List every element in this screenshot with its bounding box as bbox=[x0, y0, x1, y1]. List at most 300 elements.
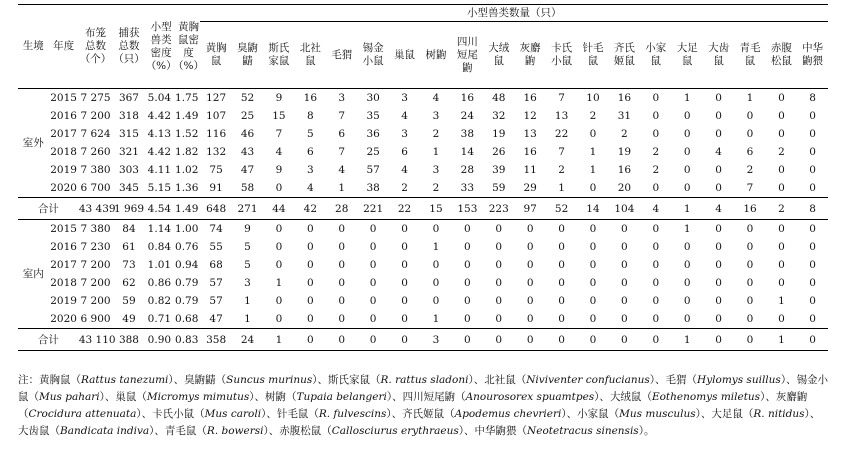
table-cell: 0 bbox=[778, 164, 785, 176]
header-species: 四川 短尾 鼩 bbox=[456, 35, 478, 74]
note-latin-name: Mus pahari bbox=[39, 391, 100, 403]
table-cell: 1 bbox=[432, 146, 440, 158]
table-cell: 9 bbox=[275, 92, 283, 104]
table-cell: 4 bbox=[306, 182, 314, 194]
table-cell: 0 bbox=[715, 128, 722, 140]
note-latin-name: R. nitidus bbox=[753, 408, 805, 420]
table-cell: 0 bbox=[306, 223, 314, 235]
table-row bbox=[18, 125, 828, 143]
table-row bbox=[18, 179, 828, 198]
table-cell: 0 bbox=[621, 313, 628, 325]
table-cell: 0 bbox=[652, 313, 660, 325]
table-cell: 0.94 bbox=[175, 259, 199, 271]
table-cell: 97 bbox=[523, 202, 537, 215]
table-cell: 7 200 bbox=[80, 295, 111, 307]
table-cell: 0 bbox=[652, 241, 660, 253]
note-species-name: 臭鼩鼱 bbox=[184, 374, 216, 386]
table-cell: 0 bbox=[306, 277, 314, 289]
table-cell: 4 bbox=[401, 110, 408, 122]
table-cell: 5 bbox=[244, 259, 251, 271]
table-cell: 42 bbox=[303, 202, 318, 215]
table-row bbox=[18, 310, 828, 329]
note-latin-name: Bandicata indiva bbox=[60, 425, 150, 437]
table-cell: 6 bbox=[306, 146, 314, 158]
table-cell: 0.68 bbox=[175, 313, 199, 325]
table-cell: 2 bbox=[432, 182, 440, 194]
table-row bbox=[18, 143, 828, 161]
table-cell: 0 bbox=[715, 313, 722, 325]
table-cell: 43 bbox=[240, 146, 255, 158]
table-cell: 59 bbox=[492, 182, 506, 194]
table-cell: 0 bbox=[275, 223, 283, 235]
header-species: 针毛 鼠 bbox=[582, 42, 604, 67]
table-cell: 75 bbox=[209, 164, 223, 176]
table-cell: 0 bbox=[746, 277, 754, 289]
table-cell: 0 bbox=[809, 146, 816, 158]
table-cell: 6 bbox=[746, 146, 754, 158]
table-cell: 0 bbox=[432, 259, 440, 271]
table-cell: 132 bbox=[206, 146, 227, 158]
total-row bbox=[18, 329, 828, 351]
table-cell: 0.71 bbox=[147, 313, 172, 325]
small-mammal-table bbox=[18, 4, 828, 351]
table-cell: 6 bbox=[338, 128, 346, 140]
table-cell: 0 bbox=[589, 241, 597, 253]
note-latin-name: Eothenomys miletus bbox=[651, 391, 761, 403]
table-cell: 0 bbox=[558, 313, 565, 325]
table-cell: 1.01 bbox=[147, 259, 172, 271]
header-species: 树鼩 bbox=[425, 48, 447, 61]
table-cell: 2017 bbox=[50, 128, 77, 140]
table-cell: 0 bbox=[589, 259, 597, 271]
table-cell: 16 bbox=[617, 164, 632, 176]
table-cell: 5.04 bbox=[147, 92, 172, 104]
table-cell: 0 bbox=[306, 313, 314, 325]
table-cell: 26 bbox=[492, 146, 506, 158]
table-cell: 0 bbox=[746, 223, 754, 235]
table-cell: 16 bbox=[523, 92, 537, 104]
table-cell: 3 bbox=[244, 277, 251, 289]
table-cell: 0 bbox=[621, 223, 628, 235]
table-cell: 0 bbox=[464, 313, 471, 325]
table-cell: 1 bbox=[589, 146, 597, 158]
table-cell: 0 bbox=[526, 277, 534, 289]
table-cell: 0 bbox=[369, 313, 377, 325]
table-cell: 7 260 bbox=[80, 146, 111, 158]
note-species-name: 巢鼠 bbox=[115, 391, 137, 403]
table-cell: 1.52 bbox=[175, 128, 199, 140]
table-cell: 0 bbox=[652, 277, 660, 289]
header-species: 黄胸 鼠 bbox=[205, 42, 227, 67]
note-latin-name: R. fulvescins bbox=[318, 408, 387, 420]
table-cell: 116 bbox=[206, 128, 227, 140]
note-species-name: 黄胸鼠 bbox=[39, 374, 71, 386]
table-cell: 20 bbox=[617, 182, 632, 194]
table-cell: 0 bbox=[778, 241, 785, 253]
table-cell: 345 bbox=[118, 182, 139, 194]
table-cell: 0 bbox=[778, 223, 785, 235]
table-cell: 0 bbox=[275, 295, 283, 307]
note-latin-name: Mus caroli bbox=[204, 408, 262, 420]
table-row bbox=[18, 238, 828, 256]
table-cell: 4 bbox=[715, 202, 722, 215]
table-cell: 1 bbox=[244, 313, 251, 325]
table-cell: 25 bbox=[366, 146, 380, 158]
table-cell: 0.76 bbox=[175, 241, 199, 253]
note-species-name: 斯氏家鼠 bbox=[328, 374, 371, 386]
table-cell: 223 bbox=[488, 202, 509, 215]
table-cell: 4.11 bbox=[147, 164, 172, 176]
table-cell: 0 bbox=[401, 223, 408, 235]
note-species-name: 中华鼩猥 bbox=[474, 425, 517, 437]
table-cell: 1 bbox=[746, 92, 754, 104]
table-cell: 4 bbox=[652, 202, 660, 215]
note-species-name: 卡氏小鼠 bbox=[152, 408, 195, 420]
table-cell: 107 bbox=[206, 110, 227, 122]
table-cell: 1 bbox=[778, 333, 785, 346]
table-cell: 22 bbox=[554, 128, 569, 140]
table-cell: 12 bbox=[523, 110, 537, 122]
header-species: 灰麝 鼩 bbox=[519, 42, 541, 67]
table-cell: 0 bbox=[715, 259, 722, 271]
table-row bbox=[18, 220, 828, 239]
table-cell: 0 bbox=[715, 92, 722, 104]
table-cell: 84 bbox=[122, 223, 136, 235]
table-cell: 39 bbox=[492, 164, 506, 176]
table-cell: 47 bbox=[209, 313, 223, 325]
table-cell: 0 bbox=[652, 259, 660, 271]
note-latin-name: Mus musculus bbox=[619, 408, 696, 420]
table-cell: 2 bbox=[652, 146, 660, 158]
table-cell: 2 bbox=[778, 202, 785, 215]
note-species-name: 大齿鼠 bbox=[18, 425, 50, 437]
table-cell: 0 bbox=[621, 277, 628, 289]
table-cell: 57 bbox=[209, 277, 223, 289]
table-cell: 0 bbox=[558, 333, 565, 346]
table-cell: 0 bbox=[338, 241, 346, 253]
table-cell: 0 bbox=[526, 295, 534, 307]
table-cell: 8 bbox=[306, 110, 314, 122]
table-cell: 91 bbox=[209, 182, 223, 194]
note-latin-name: Hylomys suillus bbox=[697, 374, 781, 386]
table-cell: 0 bbox=[778, 92, 785, 104]
table-cell: 33 bbox=[460, 182, 475, 194]
table-cell: 127 bbox=[206, 92, 227, 104]
table-cell: 19 bbox=[492, 128, 506, 140]
table-cell: 1 bbox=[683, 92, 691, 104]
table-footnote: 注：黄胸鼠（Rattus tanezumi）、臭鼩鼱（Suncus murinus）、斯氏家鼠（R. rattus sladoni）、北社鼠（Niviventer confucianus）、毛猬（Hylomys suillus）、锡金小鼠（Mus pahari）、巢鼠（Micromys mimutus）、树鼩（Tupaia belangeri）、四川短尾鼩（Anourosorex spuamtpes）、大绒鼠（Eothenomys miletus）、灰麝鼩（Crocidura attenuata）、卡氏小鼠（Mus caroli）、针毛鼠（R. fulvescins）、齐氏姬鼠（Apodemus chevrieri）、小家鼠（Mus musculus）、大足鼠（R. nitidus）、大齿鼠（Bandicata indiva）、青毛鼠（R. bowersi）、赤腹松鼠（Callosciurus erythraeus）、中华鼩猥（Neotetracus sinensis）。 bbox=[18, 374, 829, 437]
table-cell: 0 bbox=[652, 182, 660, 194]
header-species: 赤腹 松鼠 bbox=[770, 42, 792, 67]
table-cell: 0 bbox=[683, 146, 691, 158]
header-species: 小家 鼠 bbox=[645, 42, 667, 67]
table-cell: 0 bbox=[275, 241, 283, 253]
table-cell: 9 bbox=[244, 223, 251, 235]
table-cell: 0 bbox=[558, 241, 565, 253]
table-cell: 271 bbox=[237, 202, 258, 215]
note-species-name: 灰麝鼩 bbox=[775, 391, 808, 403]
table-cell: 0 bbox=[338, 313, 346, 325]
table-cell: 0.86 bbox=[147, 277, 172, 289]
table-cell: 0 bbox=[369, 241, 377, 253]
table-cell: 1.49 bbox=[175, 202, 199, 215]
table-cell: 59 bbox=[122, 295, 136, 307]
table-cell: 0 bbox=[401, 313, 408, 325]
table-row bbox=[18, 107, 828, 125]
table-cell: 0 bbox=[369, 259, 377, 271]
table-cell: 0 bbox=[746, 333, 754, 346]
table-cell: 0 bbox=[526, 313, 534, 325]
table-cell: 58 bbox=[240, 182, 255, 194]
table-cell: 0 bbox=[495, 277, 503, 289]
table-cell: 0 bbox=[652, 295, 660, 307]
header-species: 齐氏 姬鼠 bbox=[613, 42, 635, 67]
table-cell: 7 230 bbox=[80, 241, 111, 253]
table-cell: 0 bbox=[652, 92, 660, 104]
table-cell: 38 bbox=[460, 128, 475, 140]
table-cell: 0 bbox=[621, 333, 628, 346]
table-cell: 15 bbox=[272, 110, 286, 122]
table-cell: 0 bbox=[683, 313, 691, 325]
table-cell: 16 bbox=[743, 202, 757, 215]
table-cell: 0 bbox=[464, 277, 471, 289]
note-latin-name: Suncus murinus bbox=[226, 374, 313, 386]
table-cell: 0 bbox=[683, 277, 691, 289]
table-cell: 0.79 bbox=[175, 277, 199, 289]
table-cell: 44 bbox=[272, 202, 286, 215]
table-cell: 3 bbox=[401, 92, 408, 104]
table-cell: 0 bbox=[464, 295, 471, 307]
table-cell: 31 bbox=[617, 110, 632, 122]
table-cell: 0 bbox=[589, 223, 597, 235]
table-cell: 7 275 bbox=[80, 92, 111, 104]
table-cell: 0 bbox=[432, 277, 440, 289]
table-cell: 38 bbox=[366, 182, 380, 194]
note-species-name: 大绒鼠 bbox=[609, 391, 642, 403]
table-cell: 358 bbox=[206, 333, 227, 346]
table-cell: 0 bbox=[495, 223, 503, 235]
table-cell: 648 bbox=[206, 202, 227, 215]
note-species-name: 针毛鼠 bbox=[276, 408, 309, 420]
table-cell: 0 bbox=[683, 295, 691, 307]
table-cell: 24 bbox=[460, 110, 475, 122]
table-cell: 0 bbox=[746, 241, 754, 253]
table-cell: 0 bbox=[275, 259, 283, 271]
table-cell: 3 bbox=[338, 92, 346, 104]
table-cell: 0 bbox=[746, 110, 754, 122]
table-cell: 7 380 bbox=[80, 164, 111, 176]
note-species-name: 锡金小鼠 bbox=[18, 374, 829, 403]
table-cell: 7 bbox=[558, 146, 565, 158]
table-cell: 1 bbox=[558, 182, 565, 194]
table-cell: 0 bbox=[715, 333, 722, 346]
table-cell: 22 bbox=[397, 202, 412, 215]
table-cell: 2 bbox=[778, 146, 785, 158]
note-species-name: 四川短尾鼩 bbox=[402, 391, 456, 403]
table-cell: 0 bbox=[809, 277, 816, 289]
table-cell: 1 bbox=[244, 295, 251, 307]
table-cell: 2 bbox=[589, 110, 597, 122]
note-latin-name: Neotetracus sinensis bbox=[527, 425, 639, 437]
table-cell: 0 bbox=[715, 110, 722, 122]
header-species: 大绒 鼠 bbox=[488, 42, 510, 67]
table-cell: 52 bbox=[240, 92, 255, 104]
table-cell: 1 bbox=[432, 241, 440, 253]
table-cell: 0 bbox=[369, 295, 377, 307]
table-cell: 0 bbox=[683, 164, 691, 176]
table-cell: 0 bbox=[338, 259, 346, 271]
table-cell: 318 bbox=[118, 110, 139, 122]
table-cell: 1 bbox=[275, 333, 283, 346]
table-cell: 0 bbox=[495, 295, 503, 307]
table-cell: 3 bbox=[401, 128, 408, 140]
table-cell: 0 bbox=[746, 313, 754, 325]
table-cell: 19 bbox=[617, 146, 632, 158]
table-cell: 0 bbox=[621, 295, 628, 307]
header-habitat: 生境 bbox=[22, 40, 44, 52]
note-species-name: 齐氏姬鼠 bbox=[402, 408, 445, 420]
table-cell: 7 380 bbox=[80, 223, 111, 235]
header-species: 中华 鼩猥 bbox=[802, 42, 824, 67]
table-cell: 0 bbox=[652, 333, 660, 346]
table-cell: 0 bbox=[306, 295, 314, 307]
header-species: 毛猬 bbox=[331, 48, 353, 61]
table-cell: 57 bbox=[366, 164, 380, 176]
table-cell: 0 bbox=[369, 333, 377, 346]
table-cell: 57 bbox=[209, 295, 223, 307]
header-species: 卡氏 小鼠 bbox=[551, 42, 573, 67]
header-captures: 捕获 总数 （只） bbox=[113, 27, 145, 65]
table-cell: 4.13 bbox=[147, 128, 172, 140]
note-species-name: 小家鼠 bbox=[577, 408, 609, 420]
table-cell: 0 bbox=[589, 277, 597, 289]
table-cell: 0 bbox=[809, 164, 816, 176]
table-cell: 0 bbox=[558, 259, 565, 271]
table-cell: 0 bbox=[652, 223, 660, 235]
table-cell: 0 bbox=[652, 110, 660, 122]
header-species: 臭鼩 鼱 bbox=[237, 42, 259, 67]
table-cell: 0 bbox=[778, 313, 785, 325]
table-cell: 7 bbox=[275, 128, 283, 140]
table-cell: 16 bbox=[460, 92, 475, 104]
table-cell: 7 bbox=[338, 146, 346, 158]
table-row bbox=[18, 161, 828, 179]
table-cell: 1 bbox=[778, 295, 785, 307]
table-cell: 0 bbox=[778, 110, 785, 122]
table-cell: 2015 bbox=[50, 223, 77, 235]
table-cell: 0 bbox=[621, 259, 628, 271]
table-cell: 0 bbox=[432, 223, 440, 235]
habitat-cell: 室外 bbox=[22, 137, 44, 149]
header-year: 年度 bbox=[53, 40, 75, 52]
note-species-name: 大足鼠 bbox=[711, 408, 743, 420]
table-row bbox=[18, 292, 828, 310]
header-species: 锡金 小鼠 bbox=[362, 42, 384, 67]
table-cell: 1 bbox=[338, 182, 346, 194]
table-cell: 0 bbox=[464, 333, 471, 346]
table-cell: 2017 bbox=[50, 259, 77, 271]
table-cell: 303 bbox=[118, 164, 139, 176]
table-cell: 7 bbox=[558, 92, 565, 104]
table-cell: 0 bbox=[558, 277, 565, 289]
table-cell: 0 bbox=[401, 333, 408, 346]
table-cell: 7 bbox=[746, 182, 754, 194]
table-cell: 25 bbox=[240, 110, 255, 122]
header-species: 斯氏 家鼠 bbox=[268, 42, 290, 67]
table-cell: 0 bbox=[746, 295, 754, 307]
table-cell: 0 bbox=[401, 277, 408, 289]
table-cell: 4 bbox=[275, 146, 283, 158]
table-cell: 0 bbox=[809, 223, 816, 235]
note-species-name: 北社鼠 bbox=[484, 374, 516, 386]
table-cell: 1 bbox=[683, 202, 691, 215]
header-species: 青毛 鼠 bbox=[739, 42, 761, 67]
table-cell: 52 bbox=[554, 202, 569, 215]
table-cell: 0 bbox=[715, 223, 722, 235]
note-latin-name: Anourosorex spuamtpes bbox=[465, 391, 595, 403]
table-cell: 6 900 bbox=[80, 313, 111, 325]
table-cell: 2020 bbox=[50, 182, 77, 194]
table-cell: 74 bbox=[209, 223, 223, 235]
table-cell: 0 bbox=[464, 241, 471, 253]
table-cell: 30 bbox=[366, 92, 380, 104]
table-cell: 7 200 bbox=[80, 110, 111, 122]
table-cell: 35 bbox=[366, 110, 380, 122]
header-species: 大齿 鼠 bbox=[708, 42, 730, 67]
table-cell: 1 bbox=[275, 277, 283, 289]
table-cell: 0 bbox=[715, 241, 722, 253]
table-cell: 7 200 bbox=[80, 277, 111, 289]
table-cell: 315 bbox=[118, 128, 139, 140]
table-cell: 55 bbox=[209, 241, 223, 253]
table-cell: 1.49 bbox=[175, 110, 199, 122]
table-cell: 0 bbox=[809, 313, 816, 325]
table-cell: 0 bbox=[338, 223, 346, 235]
table-cell: 3 bbox=[306, 164, 314, 176]
table-cell: 2019 bbox=[50, 295, 77, 307]
note-latin-name: Micromys mimutus bbox=[146, 391, 250, 403]
table-cell: 0.82 bbox=[147, 295, 172, 307]
table-cell: 0.84 bbox=[147, 241, 172, 253]
note-species-name: 毛猬 bbox=[665, 374, 687, 386]
table-cell: 0 bbox=[683, 259, 691, 271]
table-cell: 0 bbox=[495, 313, 503, 325]
table-cell: 0 bbox=[526, 333, 534, 346]
table-cell: 0 bbox=[778, 277, 785, 289]
table-cell: 2 bbox=[558, 164, 565, 176]
table-cell: 2019 bbox=[50, 164, 77, 176]
table-cell: 0 bbox=[589, 182, 597, 194]
table-cell: 0 bbox=[495, 259, 503, 271]
table-cell: 15 bbox=[429, 202, 443, 215]
table-cell: 5 bbox=[244, 241, 251, 253]
table-cell: 2 bbox=[746, 164, 754, 176]
table-cell: 0 bbox=[746, 259, 754, 271]
table-cell: 0 bbox=[809, 241, 816, 253]
table-cell: 321 bbox=[118, 146, 139, 158]
table-cell: 11 bbox=[523, 164, 537, 176]
header-species: 北社 鼠 bbox=[299, 42, 321, 67]
table-cell: 0 bbox=[778, 259, 785, 271]
table-cell: 1 bbox=[683, 333, 691, 346]
table-cell: 0 bbox=[715, 182, 722, 194]
table-cell: 1 bbox=[432, 313, 440, 325]
table-cell: 0 bbox=[558, 295, 565, 307]
table-cell: 7 bbox=[338, 110, 346, 122]
header-density: 小型 兽类 密度 （%） bbox=[145, 20, 177, 72]
table-cell: 4 bbox=[338, 164, 346, 176]
table-cell: 0 bbox=[526, 259, 534, 271]
